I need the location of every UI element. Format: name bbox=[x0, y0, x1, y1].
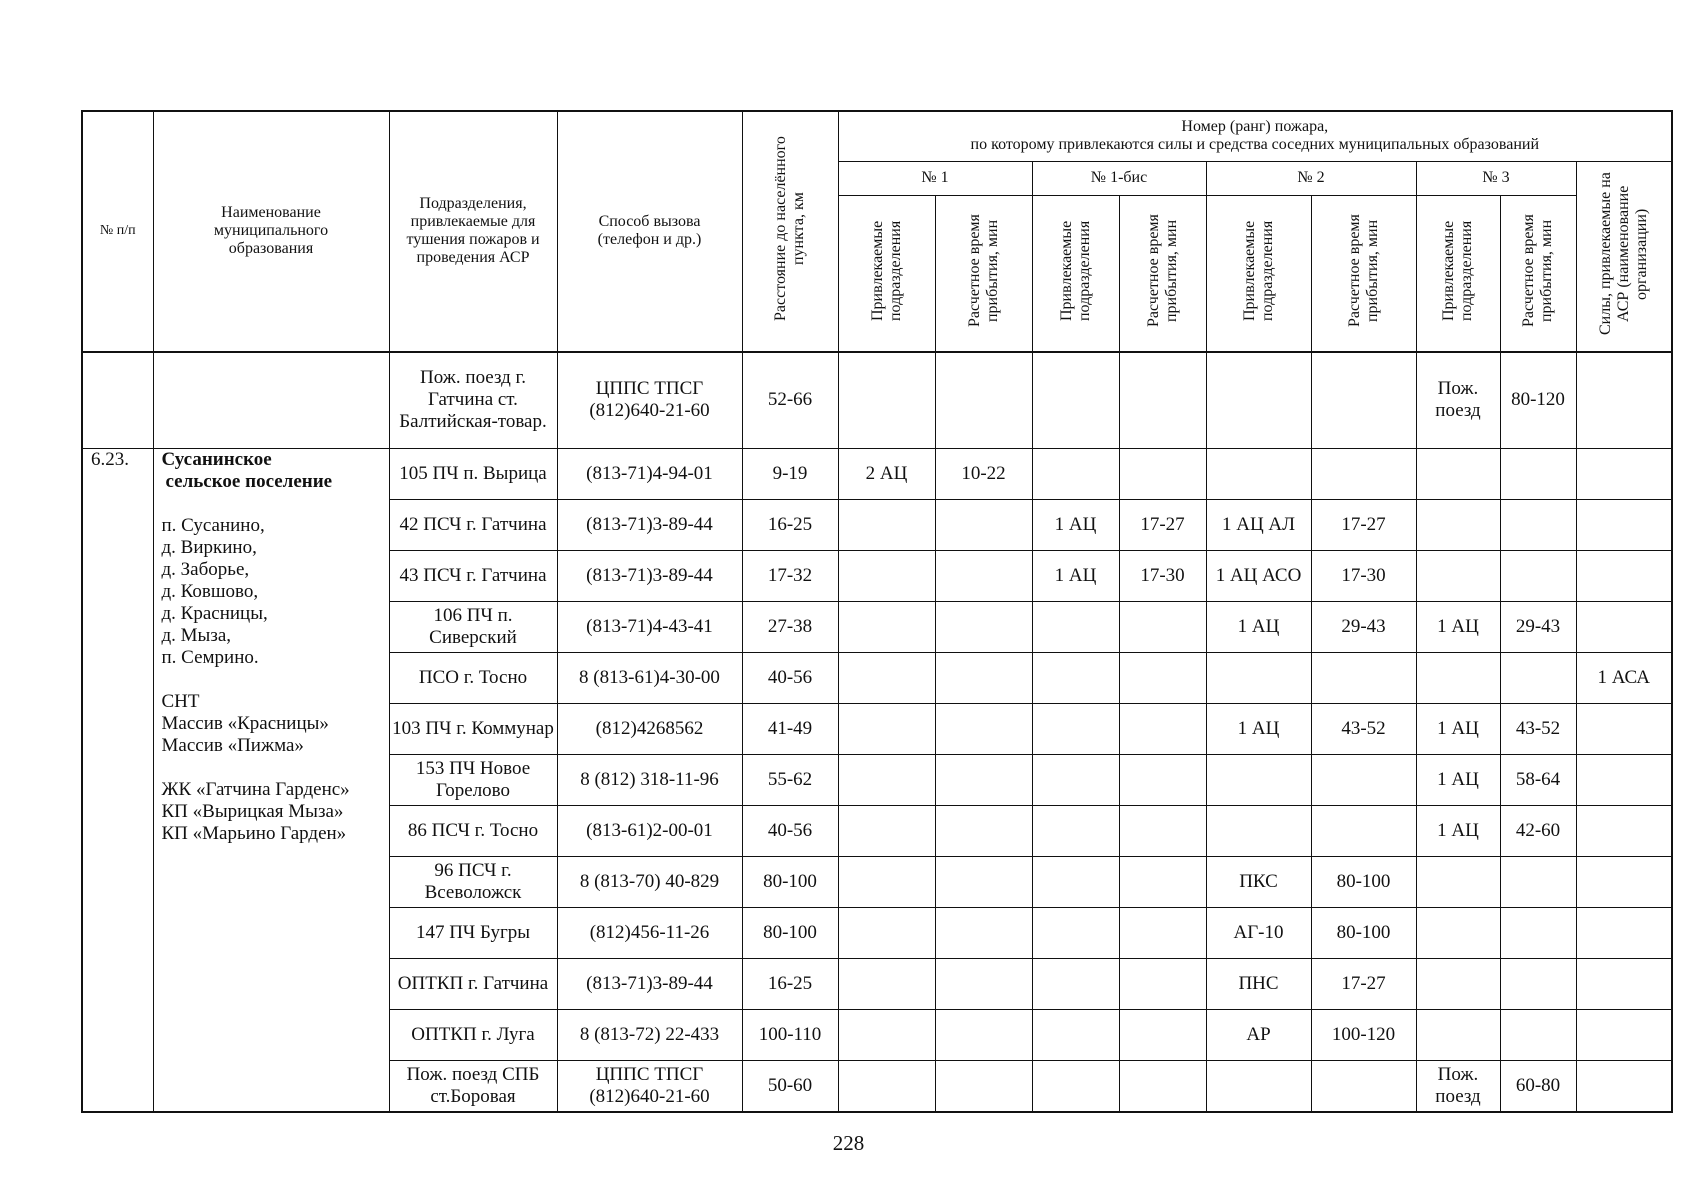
cell-r3-time bbox=[1500, 551, 1576, 602]
cell-r3-time: 60-80 bbox=[1500, 1061, 1576, 1112]
cell-call: 8 (812) 318-11-96 bbox=[557, 755, 742, 806]
cell-r2-units: 1 АЦ bbox=[1206, 602, 1311, 653]
cell-r1-time bbox=[935, 500, 1032, 551]
cell-call: 8 (813-70) 40-829 bbox=[557, 857, 742, 908]
header-r3-units bbox=[1416, 195, 1500, 352]
header-r3-time bbox=[1500, 195, 1576, 352]
cell-r1bis-units bbox=[1032, 806, 1119, 857]
cell-unit: Пож. поезд г. Гатчина ст. Балтийская-товар. bbox=[389, 352, 557, 449]
cell-r2-units: ПКС bbox=[1206, 857, 1311, 908]
cell-r1-units bbox=[838, 755, 935, 806]
cell-asr bbox=[1576, 857, 1672, 908]
cell-r1-time bbox=[935, 908, 1032, 959]
cell-r2-time bbox=[1311, 449, 1416, 500]
snt-item: Массив «Пижма» bbox=[161, 735, 304, 756]
cell-asr bbox=[1576, 1010, 1672, 1061]
cell-call: 8 (813-72) 22-433 bbox=[557, 1010, 742, 1061]
cell-r3-units bbox=[1416, 1010, 1500, 1061]
cell-call: (813-71)3-89-44 bbox=[557, 959, 742, 1010]
cell-r3-units: 1 АЦ bbox=[1416, 755, 1500, 806]
place-item: п. Сусанино, bbox=[161, 515, 265, 536]
cell-r2-units bbox=[1206, 806, 1311, 857]
cell-call: (813-71)3-89-44 bbox=[557, 500, 742, 551]
cell-r1-time bbox=[935, 653, 1032, 704]
cell-r3-units: 1 АЦ bbox=[1416, 806, 1500, 857]
cell-call: (813-71)3-89-44 bbox=[557, 551, 742, 602]
cell-asr bbox=[1576, 551, 1672, 602]
cell-r3-time bbox=[1500, 857, 1576, 908]
cell-r3-units: 1 АЦ bbox=[1416, 704, 1500, 755]
cell-r1-time bbox=[935, 602, 1032, 653]
cell-r1-time bbox=[935, 1061, 1032, 1112]
cell-call: (812)4268562 bbox=[557, 704, 742, 755]
cell-distance: 27-38 bbox=[742, 602, 838, 653]
cell-r3-time: 80-120 bbox=[1500, 352, 1576, 449]
cell-r1bis-units bbox=[1032, 959, 1119, 1010]
cell-distance: 16-25 bbox=[742, 500, 838, 551]
section-name-line2: сельское поселение bbox=[165, 471, 333, 492]
cell-r1bis-units bbox=[1032, 602, 1119, 653]
cell-distance: 80-100 bbox=[742, 857, 838, 908]
cell-r2-units: 1 АЦ АСО bbox=[1206, 551, 1311, 602]
cell-r2-time: 43-52 bbox=[1311, 704, 1416, 755]
cell-r2-time bbox=[1311, 352, 1416, 449]
cell-asr bbox=[1576, 352, 1672, 449]
cell-r3-units: Пож. поезд bbox=[1416, 352, 1500, 449]
cell-distance: 41-49 bbox=[742, 704, 838, 755]
cell-call: (812)456-11-26 bbox=[557, 908, 742, 959]
cell-r2-units: АР bbox=[1206, 1010, 1311, 1061]
cell-asr bbox=[1576, 602, 1672, 653]
section-municipality bbox=[153, 449, 389, 1112]
cell-r3-time bbox=[1500, 653, 1576, 704]
cell-asr: 1 АСА bbox=[1576, 653, 1672, 704]
cell-unit: 86 ПСЧ г. Тосно bbox=[389, 806, 557, 857]
cell-r2-units: 1 АЦ АЛ bbox=[1206, 500, 1311, 551]
cell-asr bbox=[1576, 959, 1672, 1010]
cell-unit: ОПТКП г. Гатчина bbox=[389, 959, 557, 1010]
cell-r1bis-time bbox=[1119, 602, 1206, 653]
cell-r1bis-units bbox=[1032, 857, 1119, 908]
cell-distance: 17-32 bbox=[742, 551, 838, 602]
header-fire-rank bbox=[838, 111, 1672, 161]
cell-r2-time bbox=[1311, 755, 1416, 806]
cell-distance: 52-66 bbox=[742, 352, 838, 449]
cell-r1bis-units bbox=[1032, 1061, 1119, 1112]
cell-r1-time bbox=[935, 806, 1032, 857]
cell-distance: 9-19 bbox=[742, 449, 838, 500]
cell-r3-units bbox=[1416, 857, 1500, 908]
cell-r1bis-units bbox=[1032, 908, 1119, 959]
cell-r2-units bbox=[1206, 653, 1311, 704]
cell-call: (813-71)4-43-41 bbox=[557, 602, 742, 653]
complex-item: ЖК «Гатчина Гарденс» bbox=[161, 779, 350, 800]
document-sheet bbox=[81, 110, 1651, 1113]
cell-unit: 147 ПЧ Бугры bbox=[389, 908, 557, 959]
cell-distance: 80-100 bbox=[742, 908, 838, 959]
header-r1bis-time bbox=[1119, 195, 1206, 352]
cell-unit: 96 ПСЧ г. Всеволожск bbox=[389, 857, 557, 908]
header-r1bis-time-text: Расчетное время прибытия, мин bbox=[1144, 214, 1180, 327]
cell-unit: 42 ПСЧ г. Гатчина bbox=[389, 500, 557, 551]
header-rank-1bis: № 1-бис bbox=[1032, 161, 1206, 195]
header-r3-units-text: Привлекаемые подразделения bbox=[1440, 220, 1475, 321]
cell-r1-units bbox=[838, 704, 935, 755]
cell-r2-time: 17-27 bbox=[1311, 500, 1416, 551]
cell-call: ЦППС ТПСГ (812)640-21-60 bbox=[557, 352, 742, 449]
header-r1bis-units bbox=[1032, 195, 1119, 352]
cell-r2-time bbox=[1311, 653, 1416, 704]
header-r2-units-text: Привлекаемые подразделения bbox=[1240, 220, 1276, 321]
page-number: 228 bbox=[832, 1131, 865, 1155]
cell-unit: 43 ПСЧ г. Гатчина bbox=[389, 551, 557, 602]
header-municipality: Наименование муниципального образования bbox=[153, 111, 389, 352]
cell-r1bis-units bbox=[1032, 1010, 1119, 1061]
cell-r1bis-time bbox=[1119, 908, 1206, 959]
cell-r2-time: 80-100 bbox=[1311, 857, 1416, 908]
place-item: п. Семрино. bbox=[161, 647, 259, 668]
header-r1-units bbox=[838, 195, 935, 352]
cell-r1-units bbox=[838, 352, 935, 449]
cell-r1-units bbox=[838, 806, 935, 857]
cell-r1bis-time bbox=[1119, 1010, 1206, 1061]
header-r1-units-text: Привлекаемые подразделения bbox=[868, 220, 904, 321]
cell-asr bbox=[1576, 806, 1672, 857]
cell-r3-time bbox=[1500, 908, 1576, 959]
header-r1bis-units-text: Привлекаемые подразделения bbox=[1057, 220, 1093, 321]
header-r3-time-text: Расчетное время прибытия, мин bbox=[1520, 214, 1555, 327]
header-asr bbox=[1576, 161, 1672, 352]
cell-unit: 105 ПЧ п. Вырица bbox=[389, 449, 557, 500]
cell-r3-time: 43-52 bbox=[1500, 704, 1576, 755]
row-municipality-empty bbox=[153, 352, 389, 449]
cell-r1bis-units bbox=[1032, 755, 1119, 806]
cell-r1-time bbox=[935, 704, 1032, 755]
cell-distance: 40-56 bbox=[742, 806, 838, 857]
cell-r1bis-units: 1 АЦ bbox=[1032, 500, 1119, 551]
cell-r1bis-units: 1 АЦ bbox=[1032, 551, 1119, 602]
cell-distance: 55-62 bbox=[742, 755, 838, 806]
cell-r1bis-time bbox=[1119, 1061, 1206, 1112]
cell-r1-units bbox=[838, 602, 935, 653]
cell-r1bis-time bbox=[1119, 449, 1206, 500]
place-item: д. Ковшово, bbox=[161, 581, 259, 602]
cell-r3-time: 42-60 bbox=[1500, 806, 1576, 857]
cell-r2-time: 29-43 bbox=[1311, 602, 1416, 653]
cell-r2-units bbox=[1206, 449, 1311, 500]
table-row bbox=[82, 352, 1672, 449]
header-rank-2: № 2 bbox=[1206, 161, 1416, 195]
cell-r3-units bbox=[1416, 500, 1500, 551]
cell-r1-units bbox=[838, 959, 935, 1010]
cell-call: (813-71)4-94-01 bbox=[557, 449, 742, 500]
cell-r3-units bbox=[1416, 551, 1500, 602]
cell-r3-time bbox=[1500, 1010, 1576, 1061]
cell-r1-time bbox=[935, 959, 1032, 1010]
section-name-line1: Сусанинское bbox=[161, 449, 272, 470]
fire-forces-table bbox=[81, 110, 1673, 1113]
section-number: 6.23. bbox=[82, 449, 153, 1112]
cell-r1-units bbox=[838, 1061, 935, 1112]
cell-r2-time: 80-100 bbox=[1311, 908, 1416, 959]
cell-call: ЦППС ТПСГ (812)640-21-60 bbox=[557, 1061, 742, 1112]
cell-r3-units bbox=[1416, 653, 1500, 704]
place-item: д. Виркино, bbox=[161, 537, 257, 558]
cell-unit: ПСО г. Тосно bbox=[389, 653, 557, 704]
header-distance bbox=[742, 111, 838, 352]
table-row bbox=[82, 449, 1672, 500]
cell-r1bis-time bbox=[1119, 352, 1206, 449]
header-call-method: Способ вызова (телефон и др.) bbox=[557, 111, 742, 352]
cell-r1-units bbox=[838, 500, 935, 551]
cell-distance: 16-25 bbox=[742, 959, 838, 1010]
cell-r1bis-time bbox=[1119, 653, 1206, 704]
cell-r3-units: 1 АЦ bbox=[1416, 602, 1500, 653]
header-asr-text: Силы, привлекаемые на АСР (наименование организации) bbox=[1596, 172, 1650, 335]
cell-r1bis-units bbox=[1032, 653, 1119, 704]
table-header bbox=[82, 111, 1672, 352]
cell-asr bbox=[1576, 908, 1672, 959]
cell-r2-units: АГ-10 bbox=[1206, 908, 1311, 959]
cell-unit: 153 ПЧ Новое Горелово bbox=[389, 755, 557, 806]
cell-r2-units bbox=[1206, 352, 1311, 449]
header-fire-rank-line2: по которому привлекаются силы и средства соседних муниципальных образований bbox=[970, 136, 1539, 154]
cell-r1-time bbox=[935, 551, 1032, 602]
cell-r1bis-time bbox=[1119, 959, 1206, 1010]
cell-r1-units bbox=[838, 653, 935, 704]
place-item: д. Заборье, bbox=[161, 559, 250, 580]
cell-r2-time: 17-27 bbox=[1311, 959, 1416, 1010]
cell-unit: 103 ПЧ г. Коммунар bbox=[389, 704, 557, 755]
complex-item: КП «Вырицкая Мыза» bbox=[161, 801, 344, 822]
header-num: № п/п bbox=[82, 111, 153, 352]
cell-r1bis-time bbox=[1119, 806, 1206, 857]
cell-r2-units bbox=[1206, 755, 1311, 806]
header-r1-time-text: Расчетное время прибытия, мин bbox=[965, 214, 1001, 327]
cell-call: 8 (813-61)4-30-00 bbox=[557, 653, 742, 704]
cell-r1-time bbox=[935, 857, 1032, 908]
cell-r1bis-time bbox=[1119, 755, 1206, 806]
cell-r1-time bbox=[935, 352, 1032, 449]
cell-distance: 50-60 bbox=[742, 1061, 838, 1112]
cell-asr bbox=[1576, 755, 1672, 806]
cell-r3-time: 58-64 bbox=[1500, 755, 1576, 806]
row-num-empty bbox=[82, 352, 153, 449]
cell-r1-time bbox=[935, 1010, 1032, 1061]
cell-r1bis-time bbox=[1119, 857, 1206, 908]
cell-unit: ОПТКП г. Луга bbox=[389, 1010, 557, 1061]
cell-r3-units: Пож. поезд bbox=[1416, 1061, 1500, 1112]
header-rank-3: № 3 bbox=[1416, 161, 1576, 195]
place-item: д. Мыза, bbox=[161, 625, 232, 646]
header-r2-time bbox=[1311, 195, 1416, 352]
header-units: Подразделения, привлекаемые для тушения пожаров и проведения АСР bbox=[389, 111, 557, 352]
cell-r3-units bbox=[1416, 959, 1500, 1010]
cell-r1bis-time: 17-30 bbox=[1119, 551, 1206, 602]
cell-r1-time bbox=[935, 755, 1032, 806]
cell-r2-units: ПНС bbox=[1206, 959, 1311, 1010]
cell-r1bis-time bbox=[1119, 704, 1206, 755]
header-r2-units bbox=[1206, 195, 1311, 352]
cell-r2-units bbox=[1206, 1061, 1311, 1112]
cell-unit: 106 ПЧ п. Сиверский bbox=[389, 602, 557, 653]
cell-r1-time: 10-22 bbox=[935, 449, 1032, 500]
header-fire-rank-line1: Номер (ранг) пожара, bbox=[1181, 118, 1329, 136]
table-body bbox=[82, 352, 1672, 1112]
snt-item: Массив «Красницы» bbox=[161, 713, 329, 734]
header-r2-time-text: Расчетное время прибытия, мин bbox=[1345, 214, 1381, 327]
header-r1-time bbox=[935, 195, 1032, 352]
cell-r3-time bbox=[1500, 959, 1576, 1010]
cell-r1-units bbox=[838, 551, 935, 602]
cell-r1-units bbox=[838, 1010, 935, 1061]
cell-r2-time bbox=[1311, 806, 1416, 857]
cell-r2-time bbox=[1311, 1061, 1416, 1112]
cell-asr bbox=[1576, 704, 1672, 755]
header-rank-1: № 1 bbox=[838, 161, 1032, 195]
cell-distance: 40-56 bbox=[742, 653, 838, 704]
cell-r3-time bbox=[1500, 500, 1576, 551]
snt-item: СНТ bbox=[161, 691, 200, 712]
cell-asr bbox=[1576, 500, 1672, 551]
cell-distance: 100-110 bbox=[742, 1010, 838, 1061]
cell-asr bbox=[1576, 449, 1672, 500]
cell-r2-units: 1 АЦ bbox=[1206, 704, 1311, 755]
cell-r1bis-units bbox=[1032, 449, 1119, 500]
place-item: д. Красницы, bbox=[161, 603, 268, 624]
complex-item: КП «Марьино Гарден» bbox=[161, 823, 347, 844]
cell-r2-time: 100-120 bbox=[1311, 1010, 1416, 1061]
cell-r2-time: 17-30 bbox=[1311, 551, 1416, 602]
cell-r1-units: 2 АЦ bbox=[838, 449, 935, 500]
cell-r3-units bbox=[1416, 908, 1500, 959]
cell-r3-time bbox=[1500, 449, 1576, 500]
cell-r3-units bbox=[1416, 449, 1500, 500]
cell-r1bis-units bbox=[1032, 352, 1119, 449]
cell-call: (813-61)2-00-01 bbox=[557, 806, 742, 857]
cell-unit: Пож. поезд СПБ ст.Боровая bbox=[389, 1061, 557, 1112]
cell-r1-units bbox=[838, 908, 935, 959]
cell-r1-units bbox=[838, 857, 935, 908]
header-distance-text: Расстояние до населённого пункта, км bbox=[772, 136, 807, 322]
cell-asr bbox=[1576, 1061, 1672, 1112]
cell-r3-time: 29-43 bbox=[1500, 602, 1576, 653]
cell-r1bis-time: 17-27 bbox=[1119, 500, 1206, 551]
cell-r1bis-units bbox=[1032, 704, 1119, 755]
